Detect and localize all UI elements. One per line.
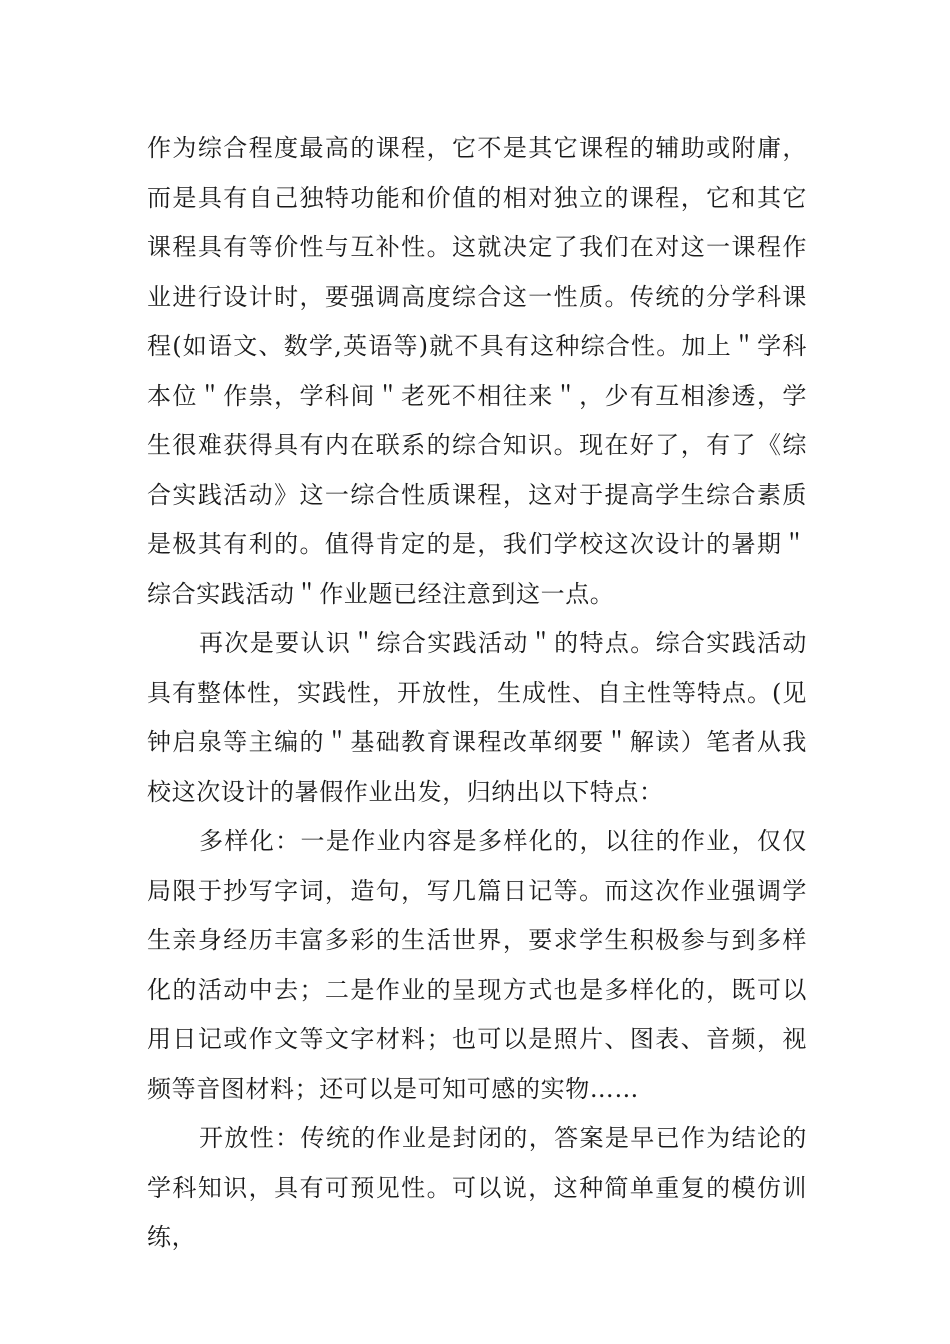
body-text [147, 124, 807, 1263]
paragraph-3: 多样化：一是作业内容是多样化的，以往的作业，仅仅局限于抄写字词，造句，写几篇日记等。而这次作业强调学生亲身经历丰富多彩的生活世界，要求学生积极参与到多样化的活动中去；二是作业的呈现方式也是多样化的，既可以用日记或作文等文字材料；也可以是照片、图表、音频，视频等音图材料；还可以是可知可感的实物…… [147, 827, 807, 1103]
paragraph-1: 作为综合程度最高的课程，它不是其它课程的辅助或附庸，而是具有自己独特功能和价值的相对独立的课程，它和其它课程具有等价性与互补性。这就决定了我们在对这一课程作业进行设计时，要强调高度综合这一性质。传统的分学科课程(如语文、数学,英语等)就不具有这种综合性。加上＂学科本位＂作祟，学科间＂老死不相往来＂，少有互相渗透，学生很难获得具有内在联系的综合知识。现在好了，有了《综合实践活动》这一综合性质课程，这对于提高学生综合素质是极其有利的。值得肯定的是，我们学校这次设计的暑期＂综合实践活动＂作业题已经注意到这一点。 [147, 134, 807, 608]
paragraph-4: 开放性：传统的作业是封闭的，答案是早已作为结论的学科知识，具有可预见性。可以说，这种简单重复的模仿训练， [147, 1124, 807, 1251]
paragraph-2: 再次是要认识＂综合实践活动＂的特点。综合实践活动具有整体性，实践性，开放性，生成性、自主性等特点。(见钟启泉等主编的＂基础教育课程改革纲要＂解读）笔者从我校这次设计的暑假作业出发，归纳出以下特点： [147, 629, 807, 806]
